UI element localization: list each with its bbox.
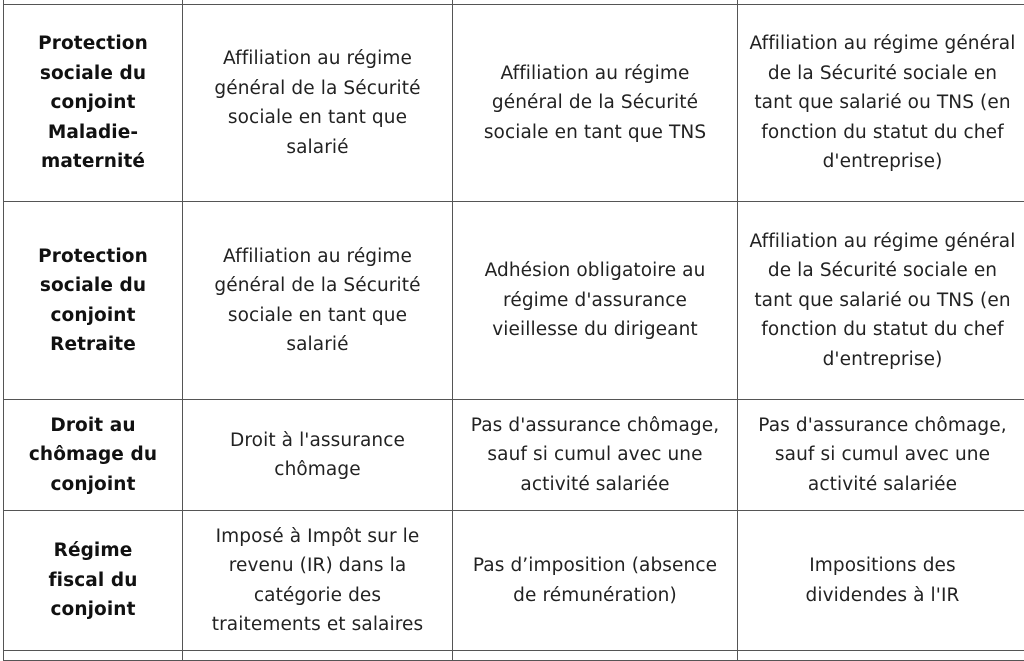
table-cell	[453, 651, 738, 661]
table-cell	[183, 651, 453, 661]
table-cell	[738, 511, 1024, 651]
comparison-table	[3, 0, 1024, 661]
row-header-label: Droit au chômage du conjoint	[23, 411, 163, 500]
row-header-maladie-maternite	[4, 5, 183, 202]
cell-text: Pas d’imposition (absence de rémunération)	[465, 551, 725, 610]
table-row	[4, 202, 1024, 400]
cell-text: Affiliation au régime général de la Sécurité sociale en tant que salarié ou TNS (en fonction du statut du chef d'entreprise)	[748, 29, 1018, 177]
table-cell	[738, 5, 1024, 202]
cell-text: Affiliation au régime général de la Sécurité sociale en tant que salarié	[213, 44, 423, 162]
table-cell	[183, 5, 453, 202]
row-header-retraite	[4, 202, 183, 400]
cell-text: Adhésion obligatoire au régime d'assurance vieillesse du dirigeant	[475, 256, 715, 345]
row-header-label: Protection sociale du conjoint Maladie-maternité	[33, 29, 153, 177]
cell-text: Affiliation au régime général de la Sécurité sociale en tant que salarié	[213, 242, 423, 360]
table-cell	[4, 651, 183, 661]
cell-text: Affiliation au régime général de la Sécurité sociale en tant que salarié ou TNS (en fonction du statut du chef d'entreprise)	[748, 227, 1018, 375]
row-header-regime-fiscal	[4, 511, 183, 651]
table-row	[4, 400, 1024, 511]
table-cell	[453, 202, 738, 400]
cell-text: Droit à l'assurance chômage	[213, 426, 423, 485]
row-header-label: Protection sociale du conjoint Retraite	[33, 242, 153, 360]
row-header-label: Régime fiscal du conjoint	[23, 536, 163, 625]
table-cell	[183, 400, 453, 511]
table-cell	[183, 511, 453, 651]
row-header-chomage	[4, 400, 183, 511]
table-cell	[738, 202, 1024, 400]
table-cell	[453, 400, 738, 511]
table-row	[4, 511, 1024, 651]
cell-text: Impositions des dividendes à l'IR	[783, 551, 983, 610]
table-cell	[453, 5, 738, 202]
table-cell	[738, 400, 1024, 511]
table-row	[4, 5, 1024, 202]
table-cell	[453, 511, 738, 651]
cell-text: Affiliation au régime général de la Sécurité sociale en tant que TNS	[475, 59, 715, 148]
cell-text: Imposé à Impôt sur le revenu (IR) dans la catégorie des traitements et salaires	[198, 522, 438, 640]
cell-text: Pas d'assurance chômage, sauf si cumul avec une activité salariée	[461, 411, 729, 500]
table-row-bottom-edge	[4, 651, 1024, 661]
cell-text: Pas d'assurance chômage, sauf si cumul avec une activité salariée	[746, 411, 1019, 500]
table-cell	[183, 202, 453, 400]
table-cell	[738, 651, 1024, 661]
